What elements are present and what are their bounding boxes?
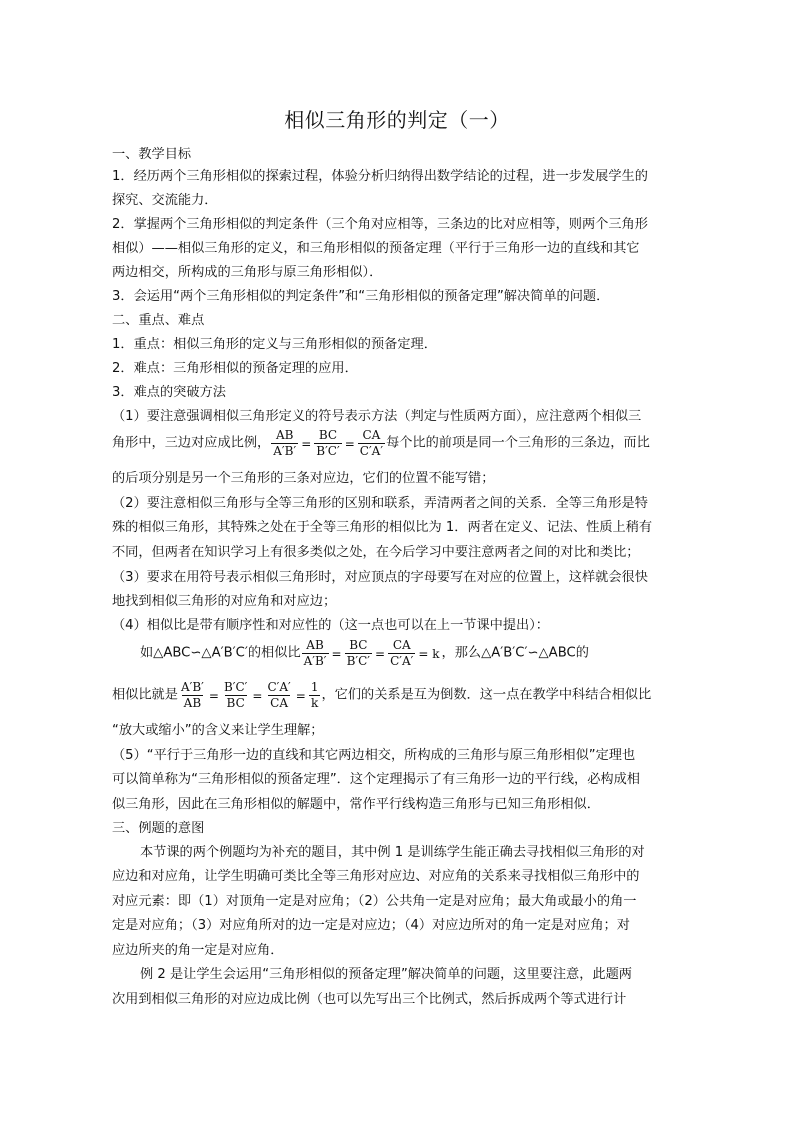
fraction-denominator: AB — [183, 696, 202, 710]
equals-sign: = — [252, 688, 263, 703]
fraction-denominator: BC — [226, 696, 245, 710]
page-title: 相似三角形的判定（一） — [284, 108, 510, 132]
fraction-a-b — [179, 680, 206, 711]
method-1-line-1: （1）要注意强调相似三角形定义的符号表示方法（判定与性质两方面），应注意两个相似三 — [112, 409, 642, 424]
fraction-numerator: AB — [275, 428, 294, 442]
method-4-line-3-pre: 相似比就是 — [112, 687, 178, 703]
fraction-c-a — [265, 680, 292, 711]
fraction-ca — [358, 428, 385, 459]
fraction-denominator: C′A′ — [359, 444, 384, 458]
fraction-bc — [314, 428, 341, 459]
objective-2-line-1: 2．掌握两个三角形相似的判定条件（三个角对应相等，三条边的比对应相等，则两个三角形 — [112, 217, 648, 232]
equals-sign: = — [295, 688, 306, 703]
fraction-1-over-k — [309, 680, 321, 711]
objective-1-line-2: 探究、交流能力． — [112, 193, 218, 208]
section-heading-key-points: 二、重点、难点 — [112, 313, 205, 328]
fraction-denominator: k — [310, 696, 319, 710]
fraction-numerator: A′B′ — [180, 680, 204, 694]
fraction-denominator: A′B′ — [273, 444, 297, 458]
example-intent-1-line-1: 本节课的两个例题均为补充的题目，其中例 1 是训练学生能正确去寻找相似三角形的对 — [140, 845, 645, 860]
example-intent-1-line-5: 应边所夹的角一定是对应角． — [112, 943, 284, 958]
equals-sign: = — [331, 646, 342, 661]
key-point-3: 3．难点的突破方法 — [112, 385, 226, 400]
ratio-k: = k — [418, 646, 440, 661]
example-intent-2-line-2: 次用到相似三角形的对应边成比例（也可以先写出三个比例式，然后拆成两个等式进行计 — [112, 992, 627, 1007]
fraction-bc — [345, 638, 372, 669]
example-intent-1-line-2: 应边和对应角，让学生明确可类比全等三角形对应边、对应角的关系来寻找相似三角形中的 — [112, 869, 640, 884]
method-3-line-1: （3）要求在用符号表示相似三角形时，对应顶点的字母要写在对应的位置上，这样就会很快 — [112, 570, 648, 585]
objective-2-line-3: 两边相交，所构成的三角形与原三角形相似）． — [112, 265, 383, 280]
objective-3: 3．会运用“两个三角形相似的判定条件”和“三角形相似的预备定理”解决简单的问题． — [112, 289, 610, 304]
fraction-denominator: C′A′ — [390, 654, 414, 668]
method-4-line-1: （4）相似比是带有顺序性和对应性的（这一点也可以在上一节课中提出）： — [112, 618, 549, 633]
method-2-line-3: 不同，但两者在知识学习上有很多类似之处，在今后学习中要注意两者之间的对比和类比； — [112, 545, 640, 560]
key-point-2: 2．难点：三角形相似的预备定理的应用． — [112, 361, 358, 376]
fraction-numerator: CA — [362, 428, 381, 442]
method-1-line-2-pre: 角形中，三边对应成比例， — [112, 435, 271, 451]
method-4-line-2-pre: 如△ABC∽△A′B′C′的相似比 — [140, 645, 301, 661]
fraction-ca — [388, 638, 415, 669]
example-intent-2-line-1: 例 2 是让学生会运用“三角形相似的预备定理”解决简单的问题，这里要注意，此题两 — [140, 967, 632, 982]
method-1-line-2-post: 每个比的前项是同一个三角形的三条边，而比 — [386, 435, 650, 451]
fraction-numerator: BC — [349, 638, 368, 652]
example-intent-1-line-4: 定是对应角；（3）对应角所对的边一定是对应边；（4）对应边所对的角一定是对应角；对 — [112, 918, 630, 933]
fraction-denominator: B′C′ — [316, 444, 340, 458]
method-5-line-2: 可以简单称为“三角形相似的预备定理”．这个定理揭示了有三角形一边的平行线，必构成相 — [112, 772, 640, 787]
method-2-line-1: （2）要注意相似三角形与全等三角形的区别和联系，弄清两者之间的关系．全等三角形是特 — [112, 496, 648, 511]
method-4-line-3 — [112, 680, 651, 711]
method-3-line-2: 地找到相似三角形的对应角和对应边； — [112, 594, 337, 609]
fraction-numerator: AB — [306, 638, 324, 652]
fraction-ab — [271, 428, 298, 459]
method-4-line-4: “放大或缩小”的含义来让学生理解； — [112, 723, 324, 738]
objective-1-line-1: 1．经历两个三角形相似的探索过程，体验分析归纳得出数学结论的过程，进一步发展学生的 — [112, 169, 648, 184]
fraction-b-c — [222, 680, 249, 711]
method-2-line-2: 殊的相似三角形，其特殊之处在于全等三角形的相似比为 1．两者在定义、记法、性质上稍有 — [112, 520, 653, 535]
fraction-ab — [302, 638, 329, 669]
method-4-line-3-post: ，它们的关系是互为倒数．这一点在教学中科结合相似比 — [321, 687, 652, 703]
method-4-line-2-post: ，那么△A′B′C′∽△ABC的 — [441, 645, 589, 661]
key-point-1: 1．重点：相似三角形的定义与三角形相似的预备定理． — [112, 337, 437, 352]
fraction-denominator: B′C′ — [346, 654, 371, 668]
fraction-denominator: A′B′ — [303, 654, 327, 668]
fraction-numerator: 1 — [310, 680, 319, 694]
method-5-line-1: （5）“平行于三角形一边的直线和其它两边相交，所构成的三角形与原三角形相似”定理也 — [112, 748, 636, 763]
method-5-line-3: 似三角形，因此在三角形相似的解题中，常作平行线构造三角形与已知三角形相似． — [112, 797, 600, 812]
equals-sign: = — [301, 436, 312, 451]
equals-sign: = — [375, 646, 386, 661]
fraction-denominator: CA — [270, 696, 289, 710]
objective-2-line-2: 相似）——相似三角形的定义，和三角形相似的预备定理（平行于三角形一边的直线和其它 — [112, 241, 640, 256]
fraction-numerator: B′C′ — [223, 680, 248, 694]
method-1-line-2 — [112, 428, 650, 459]
example-intent-1-line-3: 对应元素：即（1）对顶角一定是对应角；（2）公共角一定是对应角；最大角或最小的角一 — [112, 894, 637, 909]
equals-sign: = — [208, 688, 219, 703]
section-heading-examples: 三、例题的意图 — [112, 821, 205, 836]
fraction-numerator: BC — [318, 428, 338, 442]
method-4-line-2 — [140, 638, 589, 669]
section-heading-objectives: 一、教学目标 — [112, 147, 192, 162]
method-1-line-3: 的后项分别是另一个三角形的三条对应边，它们的位置不能写错； — [112, 471, 495, 486]
fraction-numerator: CA — [392, 638, 411, 652]
fraction-numerator: C′A′ — [267, 680, 291, 694]
equals-sign: = — [344, 436, 355, 451]
